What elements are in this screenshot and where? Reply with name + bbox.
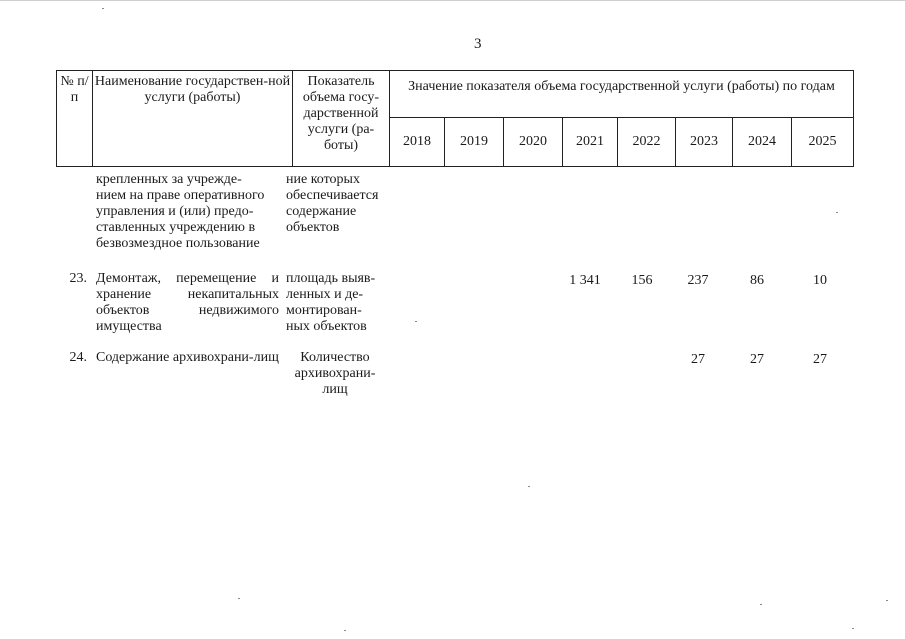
- text-line: архивохрани-: [294, 366, 376, 381]
- row-number: 24.: [69, 350, 87, 365]
- value-2024: 27: [750, 352, 764, 367]
- row-service-name: Содержание архивохрани-лищ: [96, 350, 279, 365]
- header-year: 2019: [445, 118, 504, 167]
- value-2023: 237: [687, 273, 709, 288]
- scan-speck: [102, 8, 104, 9]
- scan-speck: [852, 628, 854, 629]
- table-header: [56, 70, 854, 167]
- value-2025: 10: [813, 273, 827, 288]
- header-values: Значение показателя объема государственной услуги (работы) по годам: [390, 71, 854, 118]
- row-indicator: [286, 350, 384, 398]
- text-line: Количество: [300, 350, 370, 365]
- scan-speck: [528, 486, 530, 487]
- scan-edge: [0, 0, 905, 1]
- text-line: ставленных учреждению в: [96, 220, 256, 235]
- header-year: 2022: [618, 118, 676, 167]
- header-year: 2021: [563, 118, 618, 167]
- value-2024: 86: [750, 273, 764, 288]
- header-year: 2023: [676, 118, 733, 167]
- text-line: крепленных за учрежде-: [96, 172, 242, 187]
- text-line: монтирован-: [286, 303, 362, 318]
- text-line: лищ: [322, 382, 348, 397]
- page-number: 3: [474, 36, 482, 52]
- value-2021: 1 341: [569, 273, 601, 288]
- text-line: площадь выяв-: [286, 271, 376, 286]
- text-line: ленных и де-: [286, 287, 364, 302]
- header-service-name: Наименование государствен-ной услуги (работы): [93, 71, 293, 167]
- header-indicator: Показатель объема госу-дарственной услуги (ра-боты): [293, 71, 390, 167]
- text-line: ных объектов: [286, 319, 367, 334]
- scan-speck: [415, 321, 417, 322]
- header-year: 2024: [733, 118, 792, 167]
- row-number: 23.: [69, 271, 87, 286]
- row-service-name: Демонтаж, перемещение и хранение некапитальных объектов недвижимого имущества: [96, 271, 279, 334]
- text-line: обеспечивается: [286, 188, 379, 203]
- header-year: 2025: [792, 118, 854, 167]
- header-year: 2018: [390, 118, 445, 167]
- header-number: № п/п: [57, 71, 93, 167]
- text-line: объектов: [286, 220, 340, 235]
- text-line: управления и (или) предо-: [96, 204, 254, 219]
- scan-speck: [238, 598, 240, 599]
- row-indicator: [286, 271, 384, 335]
- scan-speck: [760, 604, 762, 605]
- scan-speck: [836, 212, 838, 213]
- text-line: нием на праве оперативного: [96, 188, 265, 203]
- value-2023: 27: [691, 352, 705, 367]
- scan-speck: [344, 630, 346, 631]
- text-line: безвозмездное пользование: [96, 236, 260, 251]
- continued-indicator: [286, 172, 396, 236]
- value-2022: 156: [631, 273, 653, 288]
- value-2025: 27: [813, 352, 827, 367]
- text-line: ние которых: [286, 172, 360, 187]
- text-line: содержание: [286, 204, 357, 219]
- continued-service-name: [96, 172, 281, 252]
- scan-speck: [886, 600, 888, 601]
- header-year: 2020: [504, 118, 563, 167]
